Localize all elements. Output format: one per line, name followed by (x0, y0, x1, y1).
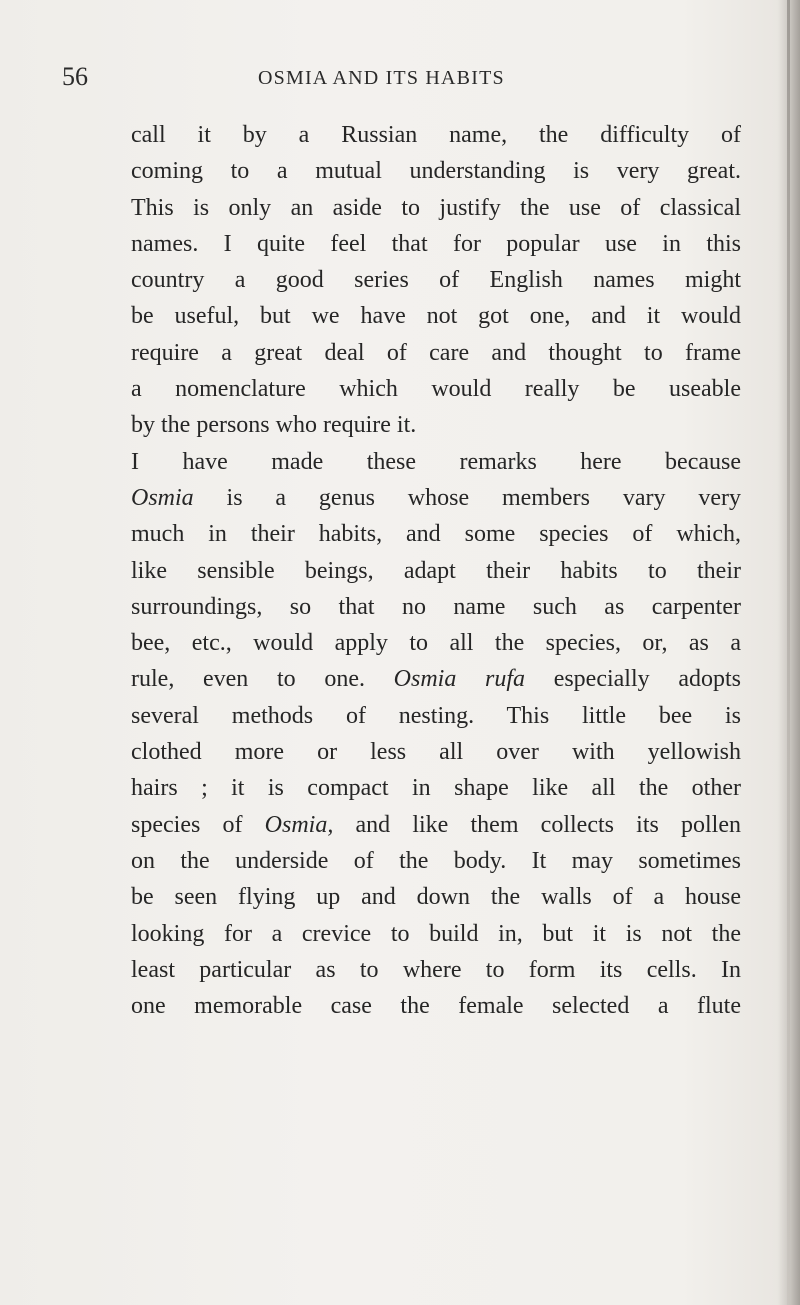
text-fragment: especially adopts (525, 666, 741, 693)
text-line: names. I quite feel that for popular use in this (131, 230, 741, 257)
text-fragment: is a genus whose members vary very (193, 484, 741, 511)
text-fragment: species of (131, 811, 265, 838)
text-fragment: rule, even to one. (131, 666, 394, 693)
italic-term: Osmia, (264, 811, 334, 838)
running-title: OSMIA AND ITS HABITS (258, 67, 505, 89)
text-line: by the persons who require it. (131, 412, 417, 439)
text-line: surroundings, so that no name such as carpenter (131, 593, 741, 620)
text-line (131, 661, 741, 697)
text-line: hairs ; it is compact in shape like all the other (131, 775, 741, 802)
text-line: bee, etc., would apply to all the species, or, as a (131, 630, 741, 657)
text-line: be useful, but we have not got one, and it would (131, 303, 741, 330)
italic-term: Osmia rufa (393, 666, 526, 693)
page-edge (787, 0, 790, 1305)
text-line: like sensible beings, adapt their habits to their (131, 557, 741, 584)
text-line: require a great deal of care and thought to frame (131, 339, 741, 366)
text-line: on the underside of the body. It may sometimes (131, 847, 741, 874)
text-line: be seen flying up and down the walls of a house (131, 884, 741, 911)
text-line: I have made these remarks here because (131, 448, 741, 475)
text-line: much in their habits, and some species of which, (131, 521, 741, 548)
body-text (131, 117, 741, 1024)
text-line: This is only an aside to justify the use of classical (131, 194, 741, 221)
text-fragment: and like them collects its pollen (333, 811, 741, 838)
text-line: clothed more or less all over with yellowish (131, 739, 741, 766)
text-line: call it by a Russian name, the difficulty of (131, 122, 741, 148)
text-line: looking for a crevice to build in, but it is not the (131, 920, 741, 947)
text-line (131, 807, 741, 843)
text-line: coming to a mutual understanding is very great. (131, 158, 741, 185)
page-number: 56 (62, 62, 88, 91)
text-line: one memorable case the female selected a flute (131, 993, 741, 1020)
text-line (131, 480, 741, 516)
running-head (62, 62, 742, 98)
italic-term: Osmia (131, 484, 194, 511)
text-line: a nomenclature which would really be useable (131, 376, 741, 403)
text-line: least particular as to where to form its cells. In (131, 956, 741, 983)
text-line: several methods of nesting. This little bee is (131, 702, 741, 729)
text-line: country a good series of English names might (131, 267, 741, 294)
